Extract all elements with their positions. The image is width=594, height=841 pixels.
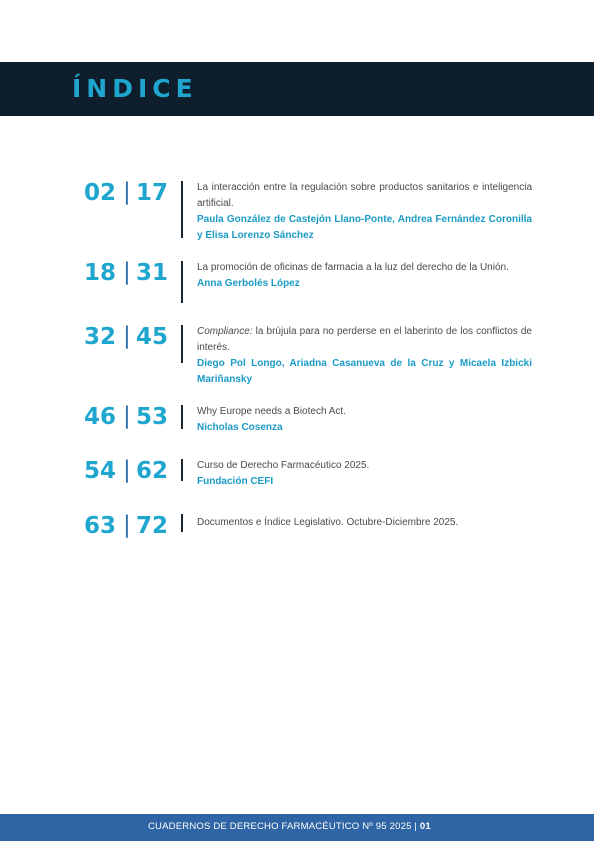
entry-title bbox=[197, 458, 532, 474]
entry-author: Nicholas Cosenza bbox=[197, 422, 283, 433]
page-end: 17 bbox=[136, 180, 169, 206]
entry-title-italic: Compliance: bbox=[197, 326, 253, 337]
page-start: 02 bbox=[83, 180, 116, 206]
entry-author: Paula González de Castejón Llano-Ponte, Andrea Fernández Coronilla y Elisa Lorenzo Sánchez bbox=[197, 214, 532, 241]
entry-title bbox=[197, 180, 532, 212]
page-start: 32 bbox=[83, 324, 116, 350]
footer-band bbox=[0, 814, 594, 841]
page-separator: | bbox=[123, 512, 131, 538]
entry-title bbox=[197, 515, 532, 531]
divider-line bbox=[181, 261, 183, 303]
entry-author: Diego Pol Longo, Ariadna Casanueva de la Cruz y Micaela Izbicki Mariñansky bbox=[197, 358, 532, 385]
divider-line bbox=[181, 325, 183, 363]
page-end: 72 bbox=[136, 513, 169, 539]
page-start: 18 bbox=[83, 260, 116, 286]
entry-description bbox=[197, 180, 532, 244]
entry-title-text: Documentos e Índice Legislativo. Octubre-Diciembre 2025. bbox=[197, 517, 459, 528]
page-separator: | bbox=[123, 457, 131, 483]
page-end: 45 bbox=[136, 324, 169, 350]
entry-title-text: la brújula para no perderse en el laberinto de los conflictos de interés. bbox=[197, 326, 532, 353]
page-separator: | bbox=[123, 323, 131, 349]
divider-line bbox=[181, 181, 183, 238]
entry-title-text: Curso de Derecho Farmacéutico 2025. bbox=[197, 460, 370, 471]
page-end: 31 bbox=[136, 260, 169, 286]
entry-description bbox=[197, 515, 532, 531]
entry-description bbox=[197, 260, 532, 292]
entry-author: Anna Gerbolés López bbox=[197, 278, 300, 289]
entry-description bbox=[197, 324, 532, 388]
page-title: ÍNDICE bbox=[72, 74, 198, 103]
entry-title bbox=[197, 404, 532, 420]
page-separator: | bbox=[123, 403, 131, 429]
header-band bbox=[0, 62, 594, 116]
entry-title bbox=[197, 324, 532, 356]
divider-line bbox=[181, 514, 183, 532]
page-start: 46 bbox=[83, 404, 116, 430]
entry-title-text: La interacción entre la regulación sobre productos sanitarios e inteligencia artificial. bbox=[197, 182, 532, 209]
entry-title-text: Why Europe needs a Biotech Act. bbox=[197, 406, 346, 417]
publication-name: CUADERNOS DE DERECHO FARMACÉUTICO Nº 95 2025 | bbox=[148, 821, 418, 832]
page-start: 54 bbox=[83, 458, 116, 484]
entry-description bbox=[197, 458, 532, 490]
page-end: 62 bbox=[136, 458, 169, 484]
page-end: 53 bbox=[136, 404, 169, 430]
entry-author: Fundación CEFI bbox=[197, 476, 274, 487]
divider-line bbox=[181, 405, 183, 429]
entry-description bbox=[197, 404, 532, 436]
entry-title bbox=[197, 260, 532, 276]
page-separator: | bbox=[123, 179, 131, 205]
page-start: 63 bbox=[83, 513, 116, 539]
entry-title-text: La promoción de oficinas de farmacia a la luz del derecho de la Unión. bbox=[197, 262, 509, 273]
page-separator: | bbox=[123, 259, 131, 285]
footer-text bbox=[148, 821, 431, 832]
divider-line bbox=[181, 459, 183, 481]
page-number: 01 bbox=[419, 821, 431, 832]
